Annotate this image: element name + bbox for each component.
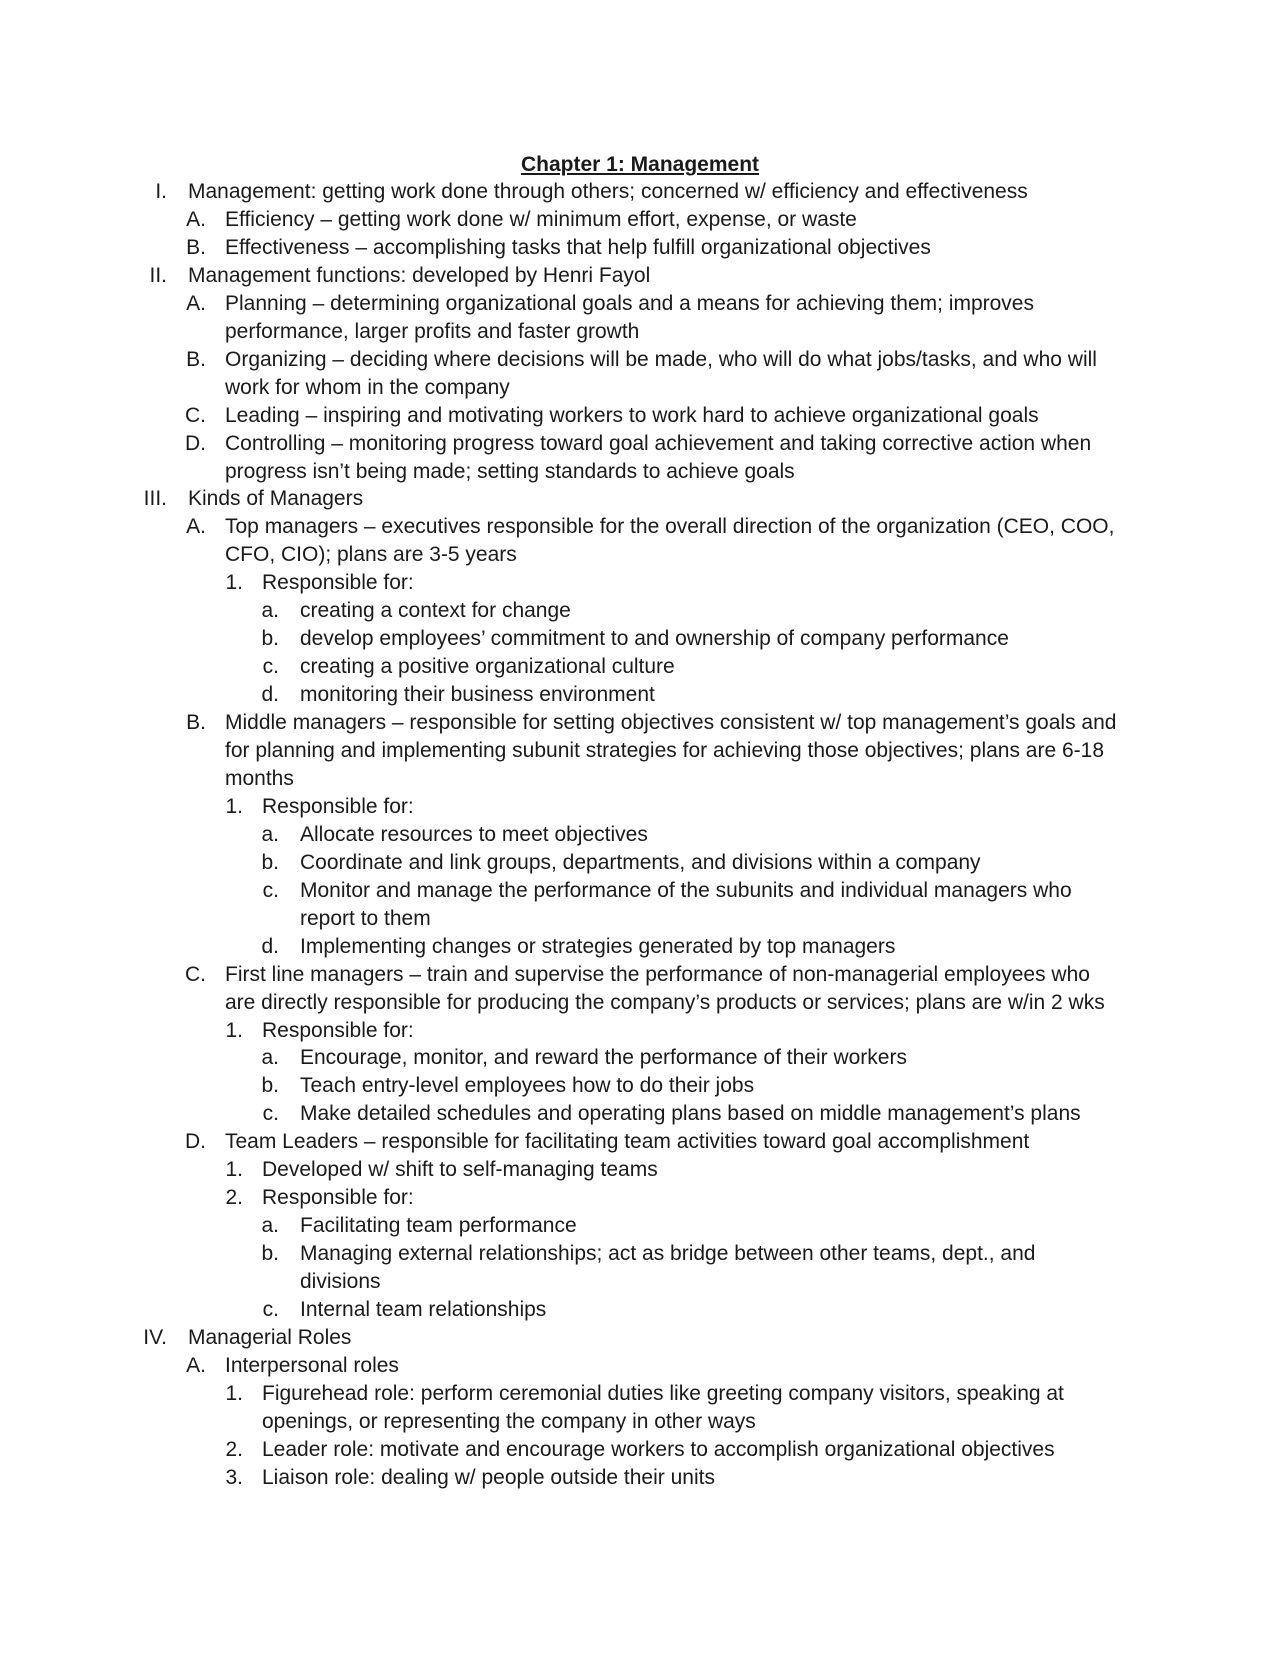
outline-text: are directly responsible for producing the company’s products or services; plans are w/in 2 wks	[225, 990, 1105, 1014]
outline-text: Internal team relationships	[300, 1298, 547, 1321]
page-title: Chapter 1: Management	[520, 153, 760, 176]
outline-marker: c.	[262, 655, 279, 679]
outline-text: Leading – inspiring and motivating workers to work hard to achieve organizational goals	[225, 403, 1039, 427]
outline-marker: 1.	[225, 571, 243, 595]
outline-line	[0, 1017, 1280, 1045]
outline-marker: 1.	[225, 1018, 243, 1042]
outline-marker: C.	[185, 403, 206, 427]
outline-line	[0, 569, 1280, 597]
outline-text: creating a context for change	[300, 599, 571, 623]
outline-line	[0, 849, 1280, 877]
outline-line	[0, 1212, 1280, 1240]
outline-marker: 2.	[225, 1186, 243, 1210]
outline-line	[0, 681, 1280, 709]
outline-line	[0, 1380, 1280, 1408]
outline-marker: c.	[262, 1298, 279, 1321]
outline-text: Planning – determining organizational goals and a means for achieving them; improves	[225, 291, 1034, 315]
outline-text: Organizing – deciding where decisions will be made, who will do what jobs/tasks, and who will	[225, 347, 1097, 371]
outline-line	[0, 1296, 1280, 1324]
outline-text: Kinds of Managers	[188, 487, 364, 511]
outline-line	[0, 653, 1280, 681]
outline-marker: a.	[261, 1046, 279, 1070]
outline-marker: b.	[261, 1242, 279, 1266]
outline-line	[0, 430, 1280, 458]
outline-text: Responsible for:	[262, 1186, 414, 1210]
outline-marker: b.	[261, 850, 279, 874]
outline-text: Encourage, monitor, and reward the performance of their workers	[300, 1046, 907, 1070]
outline-marker: A.	[186, 1353, 206, 1377]
outline-line	[0, 178, 1280, 206]
outline-text: Team Leaders – responsible for facilitating team activities toward goal accomplishment	[225, 1130, 1030, 1154]
outline-line	[0, 1464, 1280, 1492]
outline-line	[0, 318, 1280, 346]
outline-marker: A.	[186, 515, 206, 539]
outline-text: Efficiency – getting work done w/ minimum effort, expense, or waste	[225, 207, 857, 231]
outline-text: Responsible for:	[262, 1018, 414, 1042]
outline-marker: 1.	[225, 794, 243, 818]
outline-line	[0, 1352, 1280, 1380]
outline-text: Management functions: developed by Henri Fayol	[188, 263, 651, 287]
outline-line	[0, 1100, 1280, 1128]
outline-marker: 2.	[225, 1437, 243, 1461]
outline-text: performance, larger profits and faster growth	[225, 319, 640, 343]
outline-line	[0, 234, 1280, 262]
outline-line	[0, 709, 1280, 737]
outline-line	[0, 961, 1280, 989]
outline-line	[0, 737, 1280, 765]
outline-text: divisions	[300, 1270, 381, 1293]
outline-text: Teach entry-level employees how to do their jobs	[300, 1074, 755, 1098]
outline-marker: c.	[262, 1102, 279, 1126]
outline-text: Controlling – monitoring progress toward goal achievement and taking corrective action when	[225, 431, 1092, 455]
outline-text: monitoring their business environment	[300, 683, 655, 707]
outline-text: work for whom in the company	[225, 375, 510, 399]
outline-text: openings, or representing the company in other ways	[262, 1409, 756, 1433]
outline-text: Allocate resources to meet objectives	[300, 822, 648, 846]
outline-line	[0, 1436, 1280, 1464]
outline-text: Management: getting work done through others; concerned w/ efficiency and effectiveness	[188, 180, 1028, 203]
outline-text: Monitor and manage the performance of the subunits and individual managers who	[300, 878, 1072, 902]
outline-marker: D.	[185, 431, 206, 455]
outline-text: develop employees’ commitment to and ownership of company performance	[300, 627, 1009, 651]
outline-marker: B.	[186, 711, 206, 734]
outline-marker: A.	[186, 207, 206, 231]
outline-text: Make detailed schedules and operating plans based on middle management’s plans	[300, 1102, 1081, 1126]
outline-marker: II.	[149, 263, 167, 287]
outline-line	[0, 821, 1280, 849]
outline-line	[0, 346, 1280, 374]
outline-line	[0, 458, 1280, 486]
outline-marker: 1.	[225, 1158, 243, 1182]
outline-text: months	[225, 766, 294, 790]
outline-marker: B.	[186, 347, 206, 371]
outline-marker: C.	[185, 962, 206, 986]
outline-line	[0, 206, 1280, 234]
outline-text: Top managers – executives responsible for the overall direction of the organization (CEO, COO,	[225, 515, 1115, 539]
outline-text: progress isn’t being made; setting standards to achieve goals	[225, 459, 795, 483]
outline-marker: A.	[186, 291, 206, 315]
outline-text: Managing external relationships; act as bridge between other teams, dept., and	[300, 1242, 1036, 1266]
outline-text: Coordinate and link groups, departments, and divisions within a company	[300, 850, 981, 874]
outline-marker: c.	[262, 878, 279, 902]
outline-marker: b.	[261, 1074, 279, 1098]
outline-line	[0, 513, 1280, 541]
outline-text: Managerial Roles	[188, 1326, 352, 1349]
outline-line	[0, 1184, 1280, 1212]
outline-text: Interpersonal roles	[225, 1353, 399, 1377]
outline-text: CFO, CIO); plans are 3-5 years	[225, 543, 517, 567]
outline-marker: I.	[155, 180, 167, 203]
outline-marker: D.	[185, 1130, 206, 1154]
outline-text: Implementing changes or strategies generated by top managers	[300, 934, 896, 958]
outline-line	[0, 1408, 1280, 1436]
outline-marker: b.	[261, 627, 279, 651]
outline-line	[0, 793, 1280, 821]
outline-text: for planning and implementing subunit strategies for achieving those objectives; plans are 6-18	[225, 739, 1105, 762]
outline-line	[0, 541, 1280, 569]
outline-line	[0, 625, 1280, 653]
outline-text: Middle managers – responsible for setting objectives consistent w/ top management’s goals and	[225, 711, 1117, 734]
outline-line	[0, 1072, 1280, 1100]
outline-text: Liaison role: dealing w/ people outside their units	[262, 1465, 715, 1489]
outline-line	[0, 262, 1280, 290]
outline-line	[0, 485, 1280, 513]
outline-line	[0, 877, 1280, 905]
outline-line	[0, 933, 1280, 961]
outline-marker: a.	[261, 822, 279, 846]
outline-line	[0, 765, 1280, 793]
outline-line	[0, 1128, 1280, 1156]
outline-line	[0, 1240, 1280, 1268]
outline-text: Facilitating team performance	[300, 1214, 577, 1238]
outline-line	[0, 290, 1280, 318]
outline-marker: a.	[261, 599, 279, 623]
outline-text: Developed w/ shift to self-managing teams	[262, 1158, 658, 1182]
outline-line	[0, 1268, 1280, 1296]
outline-line	[0, 1156, 1280, 1184]
outline-marker: IV.	[143, 1326, 167, 1349]
outline-marker: III.	[143, 487, 167, 511]
outline-marker: d.	[261, 934, 279, 958]
outline-line	[0, 597, 1280, 625]
outline-line	[0, 989, 1280, 1017]
outline-marker: d.	[261, 683, 279, 707]
outline-text: Leader role: motivate and encourage workers to accomplish organizational objectives	[262, 1437, 1055, 1461]
outline-line	[0, 1044, 1280, 1072]
outline-line	[0, 402, 1280, 430]
outline-text: creating a positive organizational culture	[300, 655, 675, 679]
outline-text: Responsible for:	[262, 794, 414, 818]
outline-text: report to them	[300, 906, 431, 930]
outline-line	[0, 905, 1280, 933]
outline-line	[0, 374, 1280, 402]
outline-marker: B.	[186, 235, 206, 259]
outline-text: First line managers – train and supervise the performance of non-managerial employees who	[225, 962, 1090, 986]
outline-marker: 3.	[225, 1465, 243, 1489]
outline-marker: a.	[261, 1214, 279, 1238]
outline-marker: 1.	[225, 1381, 243, 1405]
outline-line	[0, 1324, 1280, 1352]
outline-text: Figurehead role: perform ceremonial duties like greeting company visitors, speaking at	[262, 1381, 1064, 1405]
outline-text: Responsible for:	[262, 571, 414, 595]
outline-text: Effectiveness – accomplishing tasks that help fulfill organizational objectives	[225, 235, 931, 259]
